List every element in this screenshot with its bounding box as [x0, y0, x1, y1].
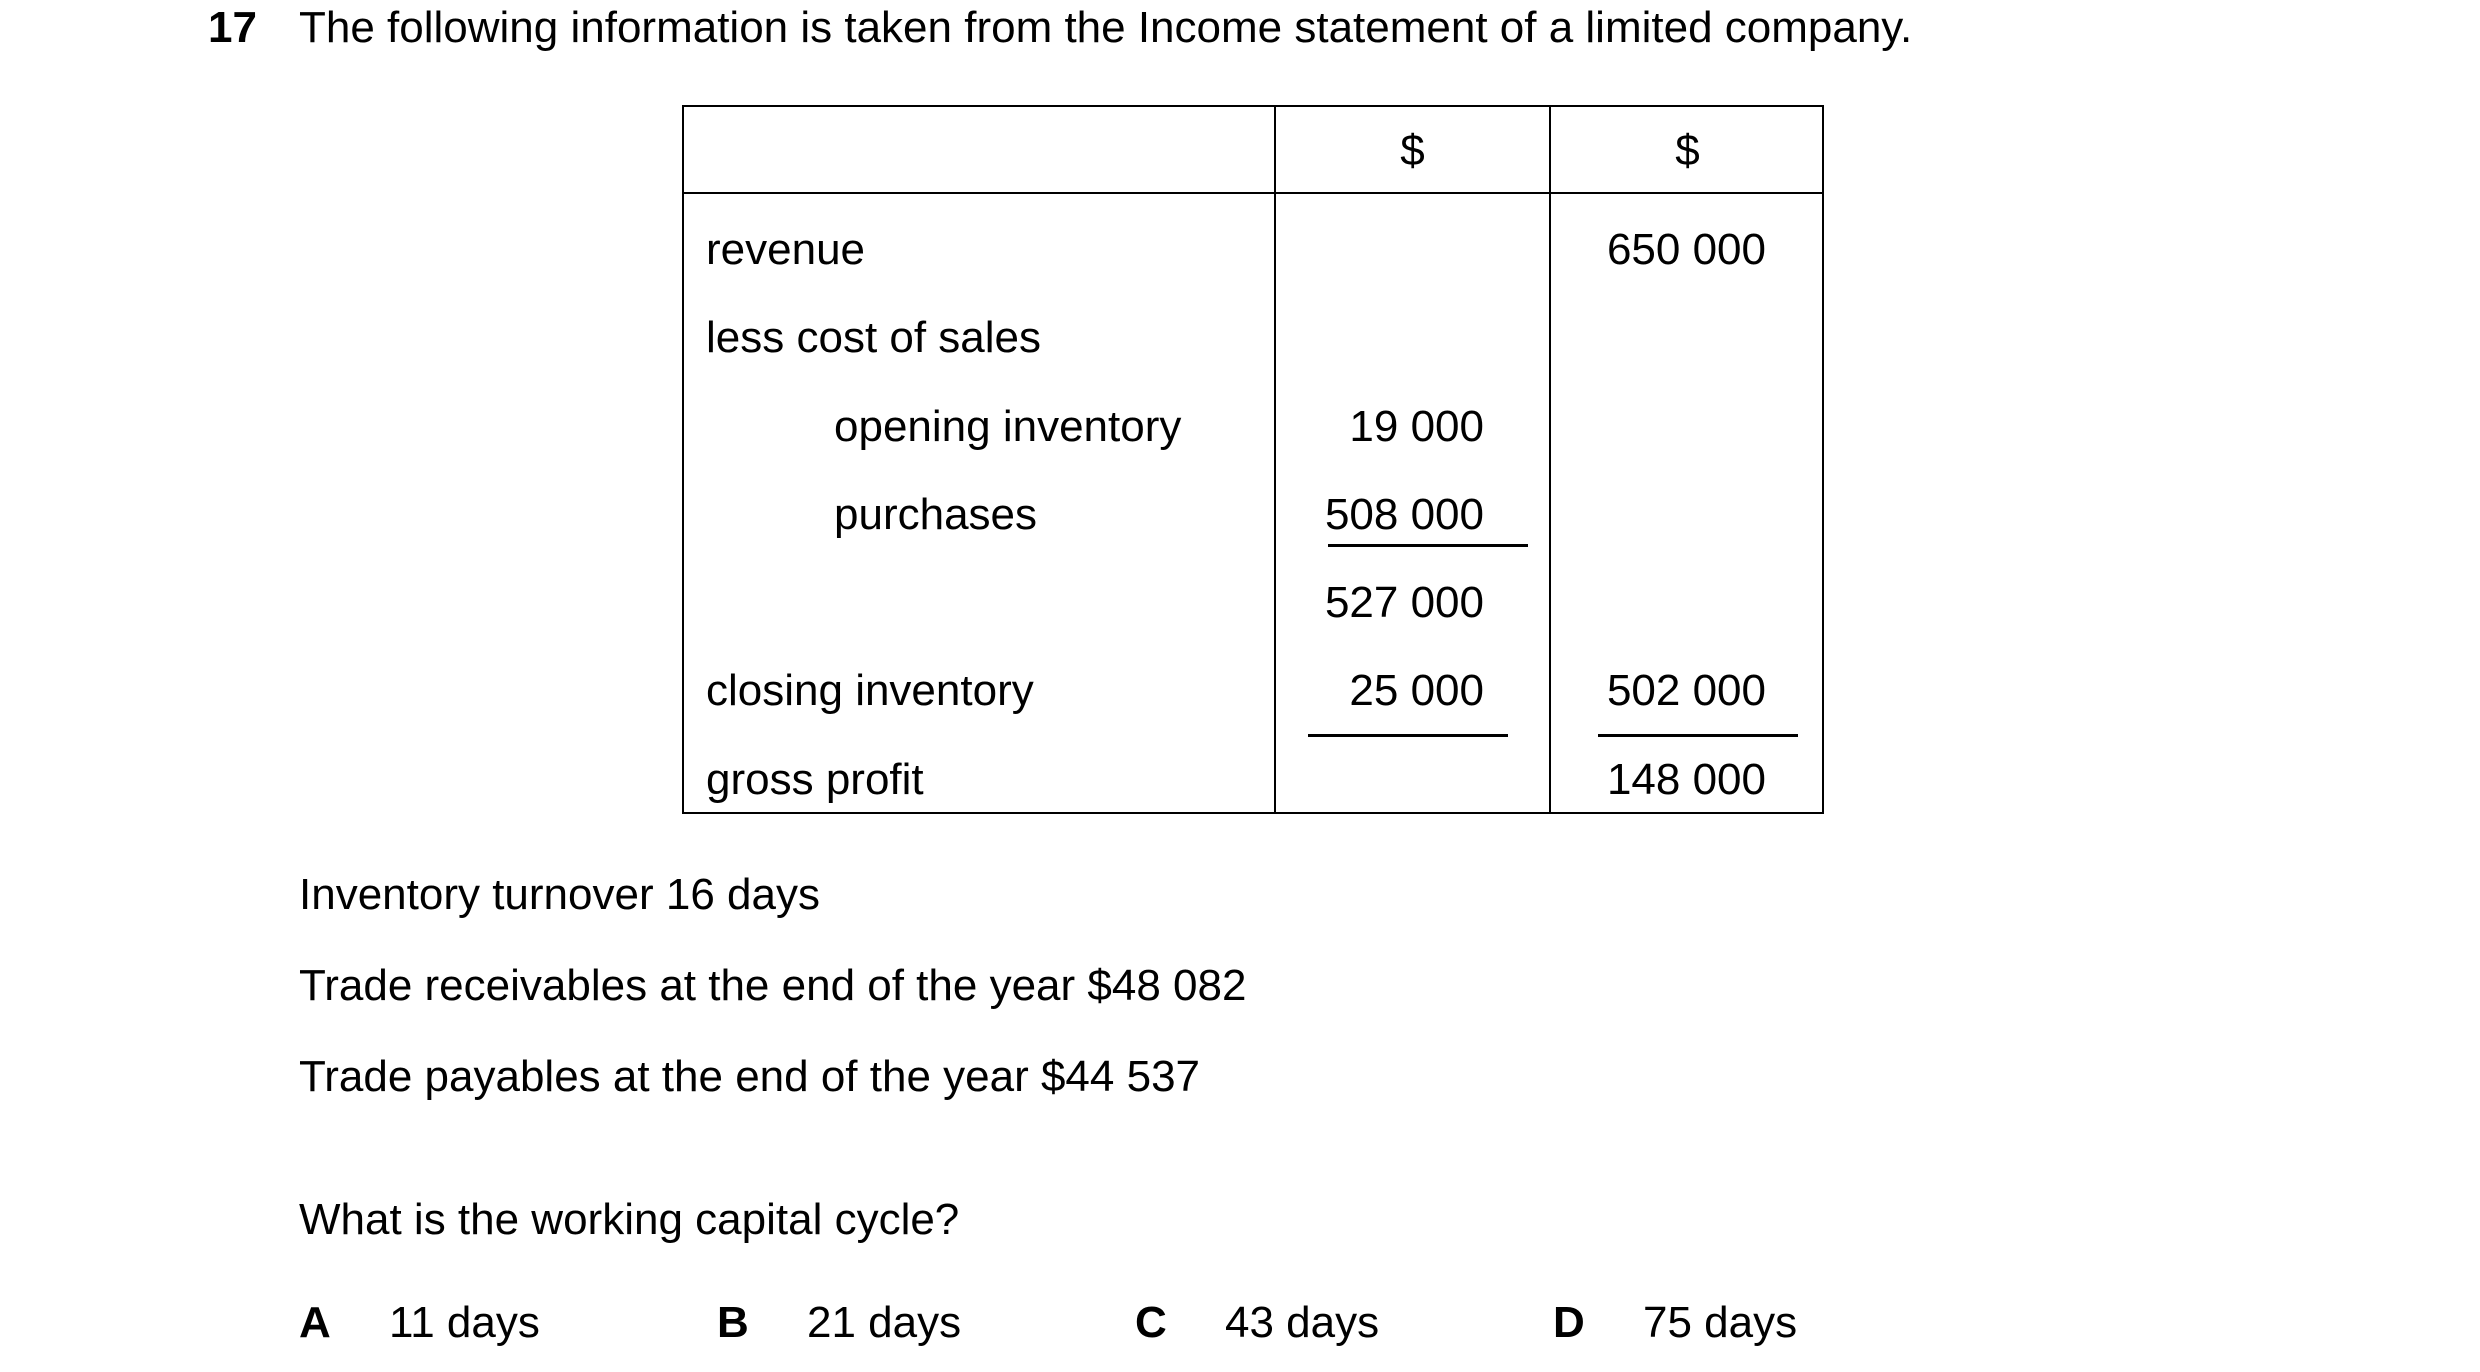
gross-profit-amount: 148 000	[1606, 755, 1766, 804]
cost-of-sales-amount: 502 000	[1606, 666, 1766, 715]
closing-inventory-underline	[1308, 734, 1508, 737]
option-value: 43 days	[1225, 1298, 1380, 1347]
option-letter: D	[1553, 1298, 1585, 1347]
row-label-gross-profit: gross profit	[706, 755, 924, 804]
question-number: 17	[208, 3, 257, 52]
subtotal-amount: 527 000	[1324, 578, 1484, 627]
header-currency-col1: $	[1400, 126, 1425, 175]
purchases-underline	[1328, 544, 1528, 547]
revenue-amount: 650 000	[1606, 225, 1766, 274]
header-divider	[684, 192, 1822, 194]
row-label-revenue: revenue	[706, 225, 866, 274]
option-letter: C	[1135, 1298, 1167, 1347]
row-label-opening-inventory: opening inventory	[834, 402, 1182, 451]
row-label-closing-inventory: closing inventory	[706, 666, 1034, 715]
closing-inventory-amount: 25 000	[1349, 666, 1484, 715]
cost-of-sales-underline	[1598, 734, 1798, 737]
option-letter: B	[717, 1298, 749, 1347]
option-value: 11 days	[389, 1298, 540, 1347]
option-value: 75 days	[1643, 1298, 1798, 1347]
question-prompt: What is the working capital cycle?	[299, 1195, 960, 1244]
column-divider	[1549, 107, 1551, 812]
question-stem: The following information is taken from the Income statement of a limited company.	[299, 3, 1913, 52]
info-inventory-turnover: Inventory turnover 16 days	[299, 870, 820, 919]
option-value: 21 days	[807, 1298, 962, 1347]
column-divider	[1274, 107, 1276, 812]
info-trade-payables: Trade payables at the end of the year $44 537	[299, 1052, 1201, 1101]
option-letter: A	[299, 1298, 331, 1347]
header-currency-col2: $	[1675, 126, 1700, 175]
income-statement-table	[682, 105, 1824, 814]
row-label-purchases: purchases	[834, 490, 1038, 539]
purchases-amount: 508 000	[1324, 490, 1484, 539]
info-trade-receivables: Trade receivables at the end of the year $48 082	[299, 961, 1247, 1010]
opening-inventory-amount: 19 000	[1349, 402, 1484, 451]
row-label-less-cost-of-sales: less cost of sales	[706, 313, 1042, 362]
